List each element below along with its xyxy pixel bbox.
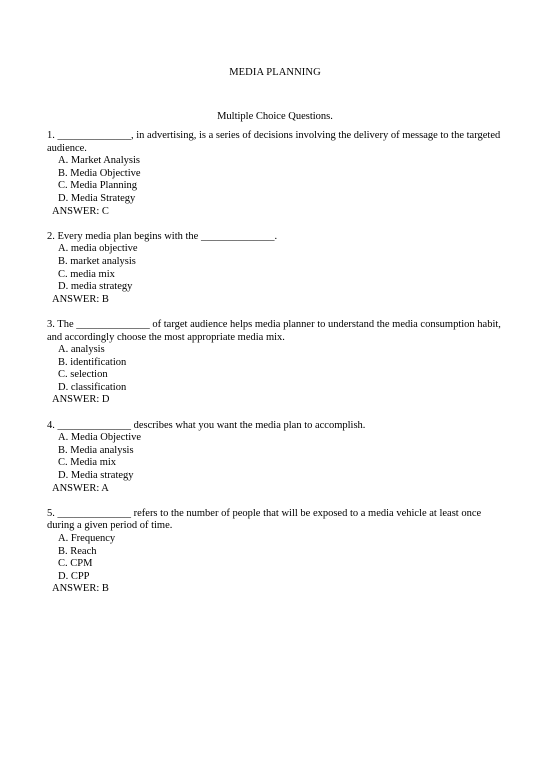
question-text: 3. The ______________ of target audience helps media planner to understand the media consumption habit, and accordingly choose the most appropriate media mix. — [47, 318, 501, 343]
answer-option: A. Market Analysis — [58, 155, 140, 167]
question-text: 2. Every media plan begins with the ______________. — [47, 230, 278, 242]
answer-option: C. selection — [58, 369, 108, 381]
answer-option: A. analysis — [58, 344, 105, 356]
answer-option: C. CPM — [58, 558, 93, 570]
answer-option: A. media objective — [58, 243, 138, 255]
answer-option: C. media mix — [58, 268, 115, 280]
answer-option: B. market analysis — [58, 255, 136, 267]
answer-option: A. Media Objective — [58, 432, 142, 444]
answer-key: ANSWER: C — [52, 205, 109, 217]
answer-option: B. Media Objective — [58, 167, 141, 179]
answer-key: ANSWER: D — [52, 394, 110, 406]
question-list — [47, 130, 507, 609]
answer-option: A. Frequency — [58, 533, 116, 544]
question-block — [47, 231, 507, 307]
answer-option: D. media strategy — [58, 281, 133, 293]
document-subtitle: Multiple Choice Questions. — [217, 111, 333, 122]
question-block — [47, 420, 507, 496]
question-block — [47, 319, 507, 407]
question-text: 4. ______________ describes what you want the media plan to accomplish. — [47, 419, 366, 431]
question-text: 1. ______________, in advertising, is a series of decisions involving the delivery of message to the targeted audience. — [47, 130, 501, 154]
answer-option: C. Media Planning — [58, 180, 138, 192]
answer-option: B. Media analysis — [58, 444, 134, 456]
answer-option: D. classification — [58, 381, 127, 393]
answer-option: B. Reach — [58, 545, 97, 557]
document-title: MEDIA PLANNING — [229, 67, 321, 78]
question-text: 5. ______________ refers to the number of people that will be exposed to a media vehicle at least once during a given period of time. — [47, 507, 482, 532]
answer-key: ANSWER: B — [52, 583, 109, 595]
question-block — [47, 130, 507, 218]
answer-option: C. Media mix — [58, 457, 117, 469]
answer-key: ANSWER: A — [52, 482, 109, 494]
answer-key: ANSWER: B — [52, 293, 109, 305]
question-block — [47, 508, 507, 596]
answer-option: B. identification — [58, 356, 127, 368]
answer-option: D. Media Strategy — [58, 192, 136, 204]
answer-option: D. CPP — [58, 570, 90, 582]
answer-option: D. Media strategy — [58, 470, 134, 482]
